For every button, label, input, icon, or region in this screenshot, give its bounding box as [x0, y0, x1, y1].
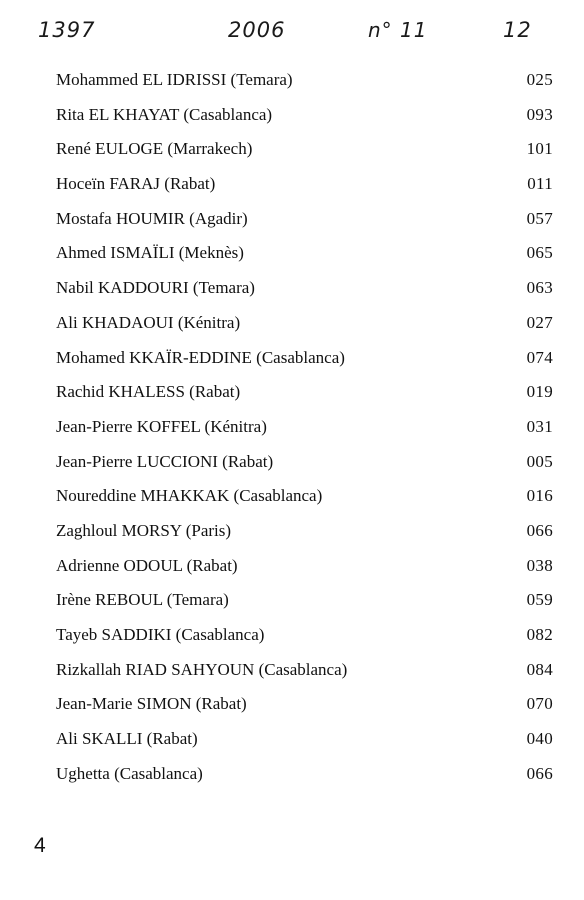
entry-number: 016 [526, 486, 553, 506]
entry-name: Ughetta (Casablanca) [56, 763, 203, 783]
list-item [0, 583, 584, 618]
entry-number: 101 [526, 139, 553, 159]
entry-number: 025 [526, 70, 553, 89]
list-item [0, 306, 584, 341]
list-item [0, 63, 584, 98]
entry-number: 063 [526, 278, 553, 298]
list-item [0, 445, 584, 480]
entry-name: Jean-Pierre LUCCIONI (Rabat) [56, 451, 274, 471]
entry-number: 059 [526, 590, 553, 610]
entry-name: Jean-Marie SIMON (Rabat) [56, 694, 247, 714]
entry-name: Rizkallah RIAD SAHYOUN (Casablanca) [56, 659, 348, 679]
entry-name: Ahmed ISMAÏLI (Meknès) [56, 243, 244, 263]
entry-number: 066 [526, 520, 553, 540]
entry-number: 065 [526, 243, 553, 263]
list-item [0, 618, 584, 653]
list-item [0, 757, 584, 792]
entry-number: 057 [526, 208, 553, 228]
list-item [0, 98, 584, 133]
entry-number: 027 [526, 312, 553, 332]
list-item [0, 479, 584, 514]
handwritten-annotation: 1397 [38, 18, 96, 42]
entry-number: 082 [526, 625, 553, 644]
list-item [0, 722, 584, 757]
handwritten-annotation: 12 [503, 18, 532, 42]
entry-name: Mohammed EL IDRISSI (Temara) [56, 70, 293, 89]
entry-name: Rita EL KHAYAT (Casablanca) [56, 104, 273, 124]
entry-name: René EULOGE (Marrakech) [56, 139, 253, 159]
list-item [0, 410, 584, 445]
entry-number: 038 [526, 555, 553, 575]
entry-name: Ali KHADAOUI (Kénitra) [56, 312, 241, 332]
entry-name: Zaghloul MORSY (Paris) [56, 520, 232, 540]
entry-name: Mostafa HOUMIR (Agadir) [56, 208, 248, 228]
list-item [0, 236, 584, 271]
entry-number: 066 [526, 763, 553, 783]
handwritten-annotation: n° 11 [368, 18, 428, 42]
list-item [0, 202, 584, 237]
entry-number: 093 [526, 104, 553, 124]
entry-name: Noureddine MHAKKAK (Casablanca) [56, 486, 323, 506]
list-item [0, 375, 584, 410]
entry-number: 011 [527, 174, 553, 194]
entry-number: 074 [526, 347, 553, 367]
author-list [0, 63, 584, 791]
entry-number: 031 [526, 416, 553, 436]
list-item [0, 549, 584, 584]
entry-name: Jean-Pierre KOFFEL (Kénitra) [56, 416, 267, 436]
list-item [0, 341, 584, 376]
list-item [0, 167, 584, 202]
entry-number: 070 [526, 694, 553, 714]
list-item [0, 132, 584, 167]
entry-name: Rachid KHALESS (Rabat) [56, 382, 241, 402]
entry-name: Ali SKALLI (Rabat) [56, 729, 198, 749]
list-item [0, 514, 584, 549]
page-number: 4 [34, 834, 46, 857]
entry-name: Adrienne ODOUL (Rabat) [56, 555, 238, 575]
entry-name: Hoceïn FARAJ (Rabat) [56, 174, 216, 194]
list-item [0, 653, 584, 688]
entry-number: 005 [526, 451, 553, 471]
entry-name: Irène REBOUL (Temara) [56, 590, 229, 610]
entry-number: 019 [526, 382, 553, 402]
entry-number: 040 [526, 729, 553, 749]
entry-number: 084 [526, 659, 553, 679]
list-item [0, 687, 584, 722]
list-item [0, 271, 584, 306]
entry-name: Mohamed KKAÏR-EDDINE (Casablanca) [56, 347, 345, 367]
entry-name: Nabil KADDOURI (Temara) [56, 278, 255, 298]
handwritten-annotation: 2006 [228, 18, 286, 42]
entry-name: Tayeb SADDIKI (Casablanca) [56, 625, 265, 644]
